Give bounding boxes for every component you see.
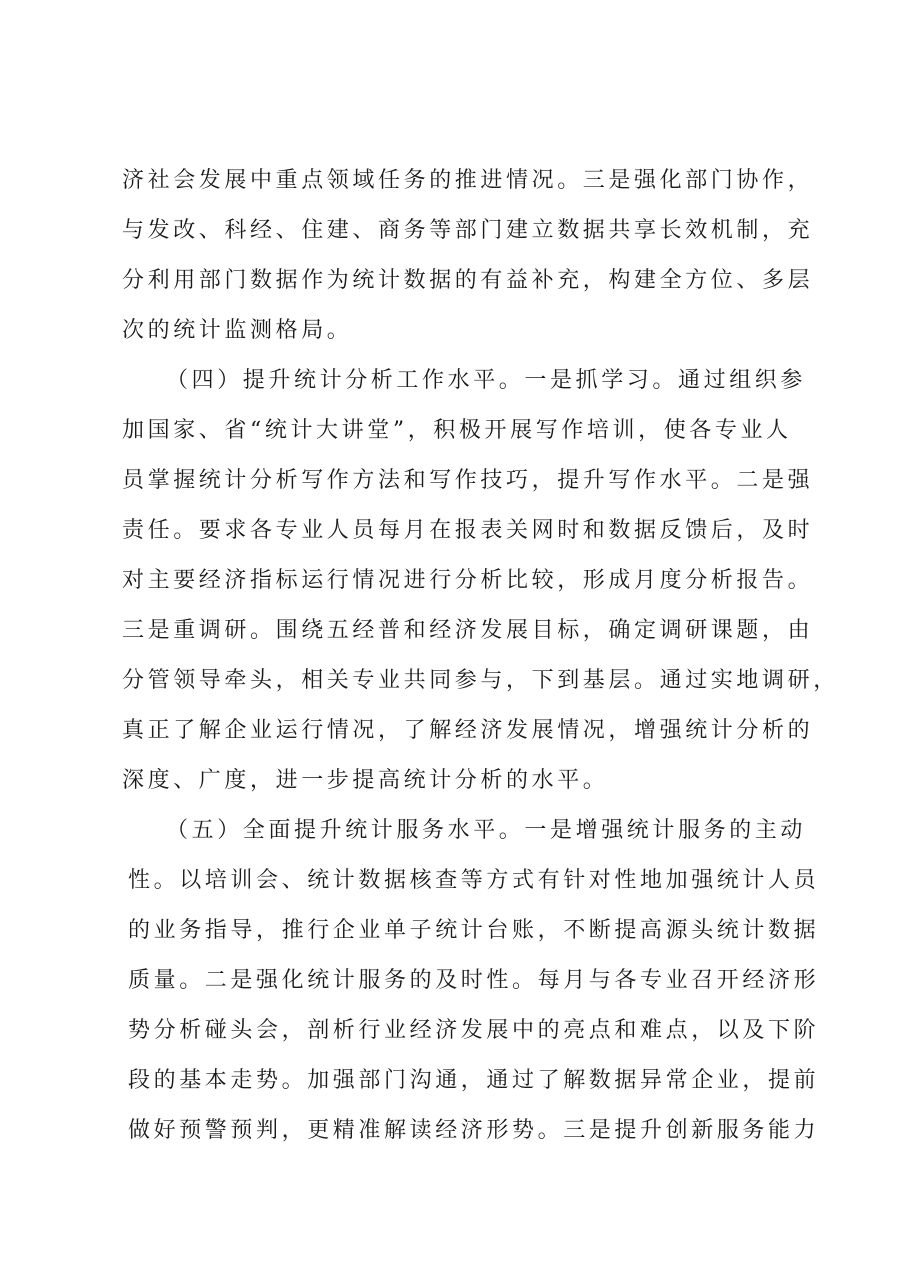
text-line: 势分析碰头会，剖析行业经济发展中的亮点和难点，以及下阶 — [128, 1018, 820, 1043]
text-line: 深度、广度，进一步提高统计分析的水平。 — [122, 768, 609, 793]
paragraph-heading-5: （五）全面提升统计服务水平。一是增强统计服务的主动 — [166, 818, 807, 843]
text-line: 次的统计监测格局。 — [122, 318, 353, 343]
text-line: 与发改、科经、住建、商务等部门建立数据共享长效机制，充 — [122, 218, 814, 243]
text-line: 性。以培训会、统计数据核查等方式有针对性地加强统计人员 — [128, 868, 820, 893]
text-line: 济社会发展中重点领域任务的推进情况。三是强化部门协作， — [122, 168, 814, 193]
text-line: 三是重调研。围绕五经普和经济发展目标，确定调研课题，由 — [122, 618, 814, 643]
text-line: 的业务指导，推行企业单子统计台账，不断提高源头统计数据 — [128, 918, 820, 943]
text-line: 分利用部门数据作为统计数据的有益补充，构建全方位、多层 — [122, 268, 814, 293]
text-line: 段的基本走势。加强部门沟通，通过了解数据异常企业，提前 — [128, 1068, 820, 1093]
text-line: 加国家、省“统计大讲堂”，积极开展写作培训，使各专业人 — [122, 418, 792, 443]
text-line: 做好预警预判，更精准解读经济形势。三是提升创新服务能力 — [128, 1118, 820, 1143]
text-line: 真正了解企业运行情况，了解经济发展情况，增强统计分析的 — [122, 718, 814, 743]
text-line: 对主要经济指标运行情况进行分析比较，形成月度分析报告。 — [122, 568, 814, 593]
paragraph-heading-4: （四）提升统计分析工作水平。一是抓学习。通过组织参 — [166, 368, 807, 393]
text-line: 分管领导牵头，相关专业共同参与，下到基层。通过实地调研， — [122, 668, 839, 693]
text-line: 员掌握统计分析写作方法和写作技巧，提升写作水平。二是强 — [122, 468, 814, 493]
text-line: 责任。要求各专业人员每月在报表关网时和数据反馈后，及时 — [122, 518, 814, 543]
text-line: 质量。二是强化统计服务的及时性。每月与各专业召开经济形 — [128, 968, 820, 993]
